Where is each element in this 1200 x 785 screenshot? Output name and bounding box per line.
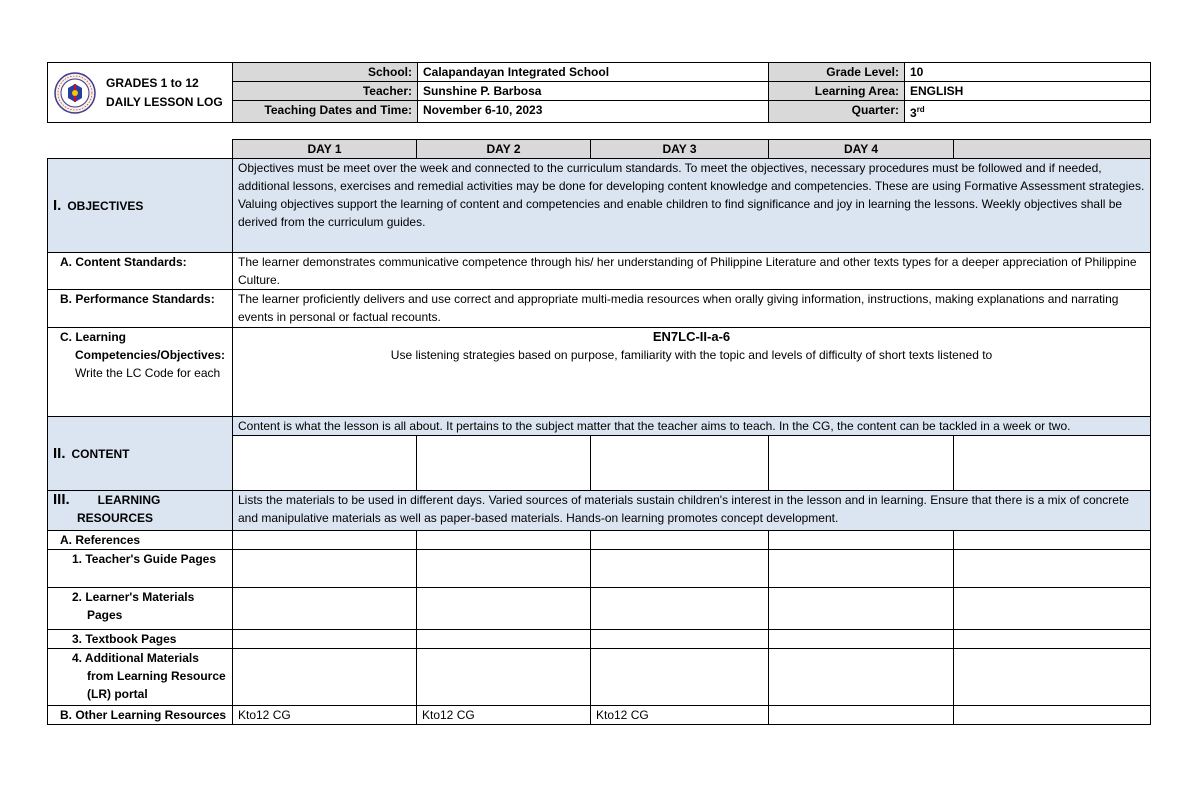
day-header-row — [48, 140, 1151, 159]
day-1-header: DAY 1 — [233, 140, 417, 159]
additional-materials-day-2[interactable] — [417, 649, 591, 706]
content-standards-label: A. Content Standards: — [48, 253, 233, 290]
additional-materials-day-4[interactable] — [769, 649, 954, 706]
teacher-value: Sunshine P. Barbosa — [418, 82, 769, 101]
learners-materials-label-1: 2. Learner's Materials — [72, 590, 195, 604]
teacher-label: Teacher: — [233, 82, 418, 101]
header-logo-cell — [48, 63, 233, 123]
content-text: Content is what the lesson is all about. It pertains to the subject matter that the teacher aims to teach. In the CG, the content can be tackled in a week or two. — [233, 417, 1151, 436]
competencies-text: Use listening strategies based on purpose, familiarity with the topic and levels of difficulty of short texts listened to — [390, 348, 993, 362]
content-label: CONTENT — [71, 446, 130, 461]
competencies-text-cell — [233, 328, 1151, 417]
content-standards-text: The learner demonstrates communicative competence through his/ her understanding of Philippine Literature and other texts types for a deeper appreciation of Philippine Culture. — [233, 253, 1151, 290]
objectives-label-cell — [48, 159, 233, 253]
other-resources-day-3[interactable]: Kto12 CG — [591, 706, 769, 725]
additional-materials-day-5[interactable] — [954, 649, 1151, 706]
header-title-line1: GRADES 1 to 12 — [106, 75, 199, 90]
day-4-header: DAY 4 — [769, 140, 954, 159]
lc-code: EN7LC-II-a-6 — [652, 329, 731, 344]
grade-level-value: 10 — [905, 63, 1151, 82]
other-resources-day-4[interactable] — [769, 706, 954, 725]
competencies-label-1: C. Learning — [60, 330, 127, 344]
additional-materials-label-2: from Learning Resource — [87, 669, 226, 683]
competencies-label-3: Write the LC Code for each — [75, 366, 221, 380]
day-5-header — [954, 140, 1151, 159]
additional-materials-label-1: 4. Additional Materials — [72, 651, 199, 665]
other-resources-row — [48, 706, 1151, 725]
quarter-value — [905, 101, 1151, 123]
additional-materials-day-1[interactable] — [233, 649, 417, 706]
deped-seal-icon — [54, 72, 96, 114]
learning-resources-label-1: LEARNING — [97, 493, 161, 507]
school-label: School: — [233, 63, 418, 82]
learning-area-label: Learning Area: — [769, 82, 905, 101]
content-day-4[interactable] — [769, 436, 954, 491]
teachers-guide-label: 1. Teacher's Guide Pages — [48, 550, 233, 588]
textbook-day-4[interactable] — [769, 630, 954, 649]
objectives-roman: I. — [53, 196, 62, 214]
learners-materials-day-1[interactable] — [233, 588, 417, 630]
header-table — [47, 62, 1151, 123]
dates-label: Teaching Dates and Time: — [233, 101, 418, 123]
other-resources-day-5[interactable] — [954, 706, 1151, 725]
learners-materials-label-cell — [48, 588, 233, 630]
objectives-row — [48, 159, 1151, 253]
objectives-label: OBJECTIVES — [67, 198, 144, 213]
competencies-label-cell — [48, 328, 233, 417]
content-label-cell — [48, 417, 233, 491]
textbook-day-2[interactable] — [417, 630, 591, 649]
teachers-guide-day-4[interactable] — [769, 550, 954, 588]
learners-materials-day-2[interactable] — [417, 588, 591, 630]
textbook-day-5[interactable] — [954, 630, 1151, 649]
other-resources-day-2[interactable]: Kto12 CG — [417, 706, 591, 725]
textbook-label: 3. Textbook Pages — [48, 630, 233, 649]
competencies-label-2: Competencies/Objectives: — [75, 348, 226, 362]
teachers-guide-day-1[interactable] — [233, 550, 417, 588]
references-day-5[interactable] — [954, 531, 1151, 550]
teachers-guide-row — [48, 550, 1151, 588]
content-day-3[interactable] — [591, 436, 769, 491]
grade-level-label: Grade Level: — [769, 63, 905, 82]
lesson-log-table — [47, 139, 1151, 725]
content-day-2[interactable] — [417, 436, 591, 491]
school-value: Calapandayan Integrated School — [418, 63, 769, 82]
objectives-text: Objectives must be meet over the week and connected to the curriculum standards. To meet the objectives, necessary procedures must be followed and if needed, additional lessons, exercises and remedial activities may be done for developing content knowledge and competencies. These are using Formative Assessment strategies. Valuing objectives support the learning of content and competencies and enable children to find significance and joy in learning the lessons. Weekly objectives shall be derived from the curriculum guides. — [233, 159, 1151, 253]
references-label: A. References — [48, 531, 233, 550]
content-day-1[interactable] — [233, 436, 417, 491]
textbook-day-1[interactable] — [233, 630, 417, 649]
additional-materials-label-cell — [48, 649, 233, 706]
learning-resources-roman: III. — [53, 491, 70, 508]
references-row — [48, 531, 1151, 550]
learning-area-value: ENGLISH — [905, 82, 1151, 101]
content-row — [48, 417, 1151, 436]
learners-materials-label-2: Pages — [87, 608, 123, 622]
teachers-guide-day-5[interactable] — [954, 550, 1151, 588]
content-roman: II. — [53, 444, 66, 462]
learners-materials-day-3[interactable] — [591, 588, 769, 630]
references-day-4[interactable] — [769, 531, 954, 550]
learning-resources-text: Lists the materials to be used in different days. Varied sources of materials sustain children's interest in the lesson and in learning. Ensure that there is a mix of concrete and manipulative materials as well as paper-based materials. Hands-on learning promotes concept development. — [233, 491, 1151, 531]
teachers-guide-day-2[interactable] — [417, 550, 591, 588]
performance-standards-row — [48, 290, 1151, 328]
quarter-label: Quarter: — [769, 101, 905, 123]
teachers-guide-day-3[interactable] — [591, 550, 769, 588]
learners-materials-day-4[interactable] — [769, 588, 954, 630]
header-title-line2: DAILY LESSON LOG — [106, 94, 223, 109]
learners-materials-row — [48, 588, 1151, 630]
learners-materials-day-5[interactable] — [954, 588, 1151, 630]
additional-materials-row — [48, 649, 1151, 706]
textbook-day-3[interactable] — [591, 630, 769, 649]
day-3-header: DAY 3 — [591, 140, 769, 159]
learning-resources-row — [48, 491, 1151, 531]
dates-value: November 6-10, 2023 — [418, 101, 769, 123]
learning-resources-label-cell — [48, 491, 233, 531]
quarter-number: 3 — [910, 106, 917, 120]
other-resources-label: B. Other Learning Resources — [48, 706, 233, 725]
references-day-3[interactable] — [591, 531, 769, 550]
day-2-header: DAY 2 — [417, 140, 591, 159]
quarter-suffix: rd — [916, 105, 925, 114]
competencies-row — [48, 328, 1151, 417]
references-day-2[interactable] — [417, 531, 591, 550]
performance-standards-text: The learner proficiently delivers and use correct and appropriate multi-media resources when orally giving information, instructions, making explanations and narrating events in personal or factual recounts. — [233, 290, 1151, 328]
textbook-row — [48, 630, 1151, 649]
performance-standards-label: B. Performance Standards: — [48, 290, 233, 328]
content-standards-row — [48, 253, 1151, 290]
additional-materials-day-3[interactable] — [591, 649, 769, 706]
other-resources-day-1[interactable]: Kto12 CG — [233, 706, 417, 725]
additional-materials-label-3: (LR) portal — [87, 687, 148, 701]
learning-resources-label-2: RESOURCES — [77, 511, 154, 525]
references-day-1[interactable] — [233, 531, 417, 550]
content-day-5[interactable] — [954, 436, 1151, 491]
